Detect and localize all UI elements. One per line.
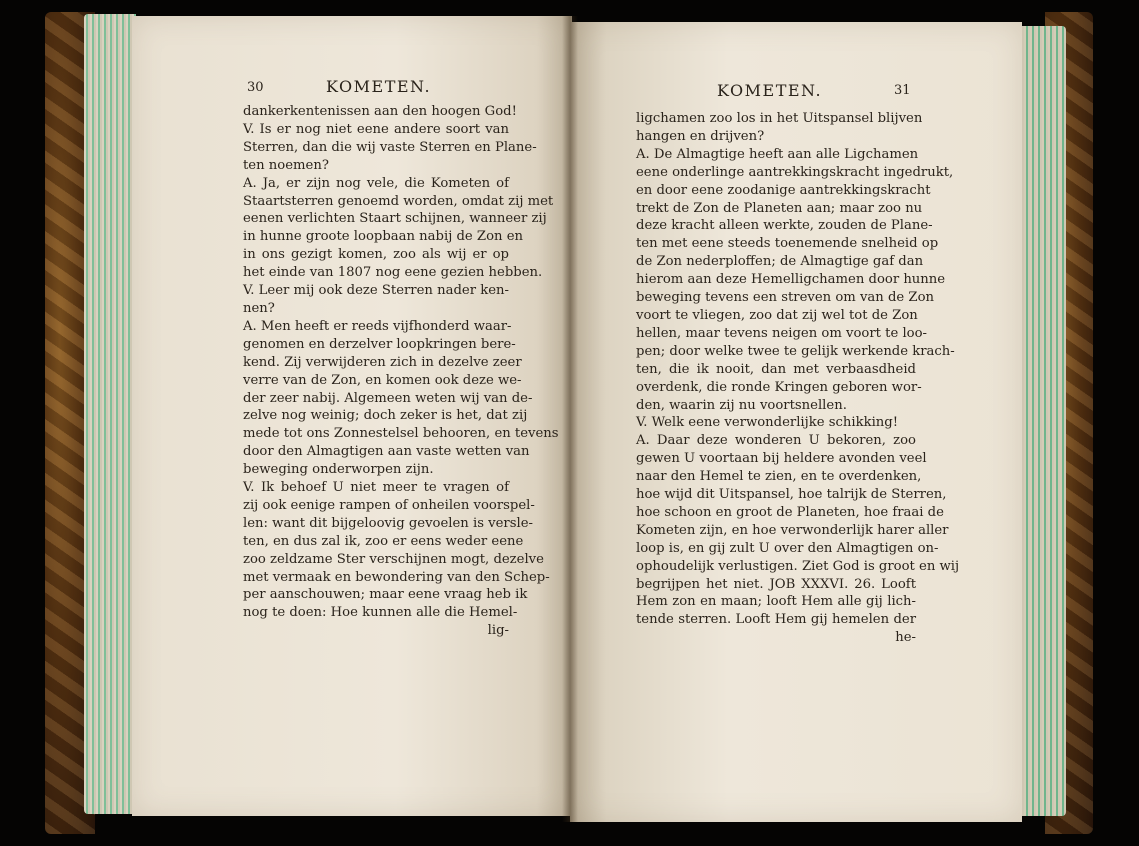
catchword: lig- [487, 623, 509, 639]
text-line: kend. Zij verwijderen zich in dezelve zeer [243, 354, 522, 370]
text-line: met vermaak en bewondering van den Schep- [243, 569, 550, 585]
text-line: V. Ik behoef U niet meer te vragen of [243, 480, 509, 496]
text-line: len: want dit bijgeloovig gevoelen is versle- [243, 515, 533, 531]
text-line: in ons gezigt komen, zoo als wij er op [243, 247, 509, 263]
text-line: A. Ja, er zijn nog vele, die Kometen of [243, 175, 509, 191]
text-line: tende sterren. Looft Hem gij hemelen der [636, 612, 916, 628]
text-line: begrijpen het niet. JOB XXXVI. 26. Looft [636, 576, 916, 592]
text-line: en door eene zoodanige aantrekkingskracht [636, 182, 931, 198]
text-line: A. Daar deze wonderen U bekoren, zoo [636, 433, 916, 449]
text-line: hoe schoon en groot de Planeten, hoe fraai de [636, 504, 944, 520]
text-line: hangen en drijven? [636, 128, 765, 144]
text-line: ten noemen? [243, 157, 329, 173]
right-page-number: 31 [894, 83, 911, 98]
text-line: eenen verlichten Staart schijnen, wanneer zij [243, 211, 547, 227]
text-line: beweging tevens een streven om van de Zon [636, 290, 935, 306]
text-line: der zeer nabij. Algemeen weten wij van de- [243, 390, 533, 406]
left-page-text [243, 103, 559, 640]
text-line: naar den Hemel te zien, en te overdenken, [636, 469, 922, 485]
text-line: verre van de Zon, en komen ook deze we- [243, 372, 522, 388]
text-line: eene onderlinge aantrekkingskracht ingedrukt, [636, 164, 954, 180]
text-line: overdenk, die ronde Kringen geboren wor- [636, 379, 922, 395]
text-line: loop is, en gij zult U over den Almagtigen on- [636, 540, 939, 556]
text-line: ligchamen zoo los in het Uitspansel blijven [636, 111, 923, 126]
text-line: V. Welk eene verwonderlijke schikking! [636, 415, 899, 431]
text-line: hierom aan deze Hemelligchamen door hunne [636, 272, 946, 288]
text-line: zelve nog weinig; doch zeker is het, dat zij [243, 408, 528, 424]
text-line: ten, en dus zal ik, zoo er eens weder eene [243, 533, 524, 549]
book-gutter [562, 16, 578, 822]
text-line: ten met eene steeds toenemende snelheid op [636, 236, 939, 252]
text-line: A. Men heeft er reeds vijfhonderd waar- [243, 318, 512, 334]
text-line: Staartsterren genoemd worden, omdat zij met [243, 193, 554, 209]
text-line: nen? [243, 300, 275, 316]
text-line: nog te doen: Hoe kunnen alle die Hemel- [243, 605, 518, 621]
left-page-number: 30 [247, 80, 264, 95]
text-line: Hem zon en maan; looft Hem alle gij lich- [636, 594, 916, 610]
text-line: ophoudelijk verlustigen. Ziet God is groot en wij [636, 558, 960, 574]
left-page-edges [84, 14, 136, 814]
text-line: Sterren, dan die wij vaste Sterren en Plane- [243, 139, 537, 155]
text-line: genomen en derzelver loopkringen bere- [243, 336, 516, 352]
text-line: ten, die ik nooit, dan met verbaasdheid [636, 361, 916, 377]
text-line: trekt de Zon de Planeten aan; maar zoo nu [636, 200, 923, 216]
text-line: door den Almagtigen aan vaste wetten van [243, 444, 530, 460]
text-line: V. Leer mij ook deze Sterren nader ken- [243, 283, 509, 299]
catchword: he- [895, 630, 916, 646]
text-line: zoo zeldzame Ster verschijnen mogt, dezelve [243, 551, 544, 567]
text-line: dankerkentenissen aan den hoogen God! [243, 104, 517, 119]
text-line: deze kracht alleen werkte, zouden de Plane- [636, 218, 933, 234]
text-line: V. Is er nog niet eene andere soort van [243, 121, 509, 137]
right-running-head: KOMETEN. [717, 81, 823, 100]
right-page-text [636, 110, 960, 647]
right-page-edges [1018, 26, 1066, 816]
text-line: A. De Almagtige heeft aan alle Ligchamen [636, 146, 919, 162]
text-line: per aanschouwen; maar eene vraag heb ik [243, 587, 528, 603]
text-line: hoe wijd dit Uitspansel, hoe talrijk de Sterren, [636, 487, 947, 503]
text-line: het einde van 1807 nog eene gezien hebben. [243, 265, 543, 281]
text-line: zij ook eenige rampen of onheilen voorspel- [243, 497, 535, 513]
text-line: den, waarin zij nu voortsnellen. [636, 397, 847, 413]
text-line: mede tot ons Zonnestelsel behooren, en tevens [243, 426, 559, 442]
left-running-head: KOMETEN. [326, 77, 432, 96]
text-line: voort te vliegen, zoo dat zij wel tot de Zon [636, 307, 918, 323]
text-line: gewen U voortaan bij heldere avonden veel [636, 451, 927, 467]
text-line: beweging onderworpen zijn. [243, 462, 434, 478]
text-line: Kometen zijn, en hoe verwonderlijk harer aller [636, 522, 949, 538]
text-line: hellen, maar tevens neigen om voort te loo- [636, 325, 928, 341]
text-line: de Zon nederploffen; de Almagtige gaf dan [636, 254, 924, 270]
text-line: pen; door welke twee te gelijk werkende krach- [636, 343, 955, 359]
text-line: in hunne groote loopbaan nabij de Zon en [243, 229, 524, 245]
